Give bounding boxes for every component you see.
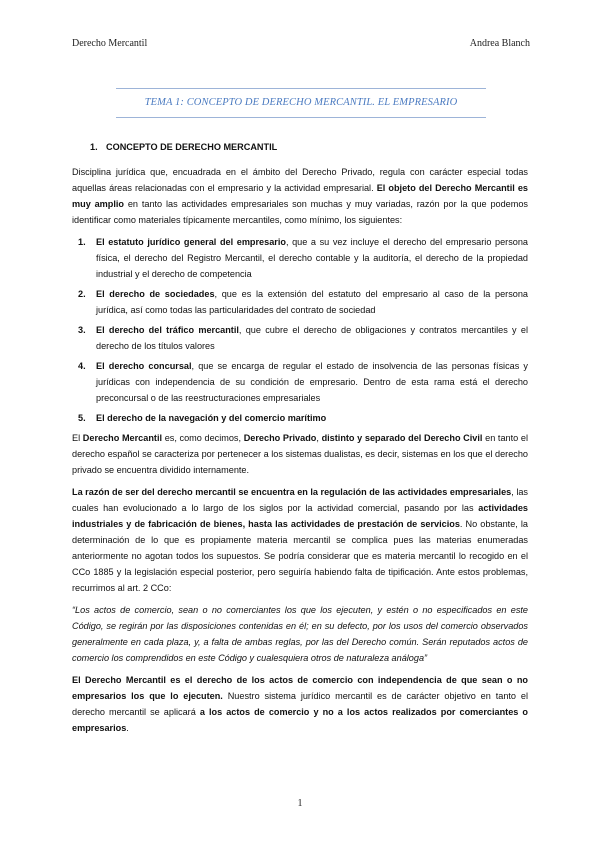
p3-text-1: , las cuales han evolucionado a lo largo de los siglos por la actividad comercial, pasando por las	[72, 487, 528, 513]
intro-bold-1: El objeto del Derecho Mercantil es muy amplio	[72, 183, 528, 209]
p2-bold-1: Derecho Mercantil	[82, 433, 163, 443]
p4-text-2: .	[126, 723, 129, 733]
quote-art-2-cco: “Los actos de comercio, sean o no comerciantes los que los ejecuten, y estén o no especificados en este Código, se regirán por las disposiciones contenidas en él; en su defecto, por los usos del comercio observados generalmente en cada plaza, y, a falta de ambas reglas, por las del Derecho común. Serán reputados actos de comercio los comprendidos en este Código y cualesquiera otros de naturaleza análoga”	[72, 605, 528, 663]
list-item	[72, 234, 528, 282]
p4-bold-1: El Derecho Mercantil es el derecho de los actos de comercio con independencia de que sean o no empresarios los que lo ejecuten.	[72, 675, 528, 701]
section-title: CONCEPTO DE DERECHO MERCANTIL	[106, 142, 278, 152]
list-item-bold: El estatuto jurídico general del empresario	[96, 237, 286, 247]
list-item-text: , que a su vez incluye el derecho del empresario persona física, el derecho del Registro Mercantil, el derecho contable y la auditoría, el derecho de la propiedad industrial y el derecho de competencia	[96, 237, 528, 279]
list-item-number: 3.	[78, 325, 86, 335]
list-item-number: 2.	[78, 289, 86, 299]
p4-bold-2: a los actos de comercio y no a los actos realizados por comerciantes o empresarios	[72, 707, 528, 733]
section-heading	[72, 139, 528, 155]
materias-list	[72, 234, 528, 426]
list-item-text: , que es la extensión del estatuto del empresario al caso de la persona jurídica, así como todas las particularidades del contrato de sociedad	[96, 289, 528, 315]
list-item-bold: El derecho del tráfico mercantil	[96, 325, 239, 335]
title-block	[116, 88, 486, 118]
list-item	[72, 286, 528, 318]
list-item	[72, 358, 528, 406]
paragraph-derecho-privado	[72, 430, 528, 478]
title-rule-bottom	[116, 117, 486, 118]
p2-bold-2: Derecho Privado	[243, 433, 317, 443]
paragraph-razon-de-ser	[72, 484, 528, 596]
p4-text-1: Nuestro sistema jurídico mercantil es de carácter objetivo en tanto el derecho mercantil se aplicará	[72, 691, 528, 717]
list-item-bold: El derecho de sociedades	[96, 289, 215, 299]
list-item-text: , que cubre el derecho de obligaciones y contratos mercantiles y el derecho de los títulos valores	[96, 325, 528, 351]
intro-text-2: en tanto las actividades empresariales son muchas y muy variadas, razón por la que podemos identificar como materiales típicamente mercantiles, como mínimo, los siguientes:	[72, 199, 528, 225]
intro-paragraph	[72, 164, 528, 228]
document-title: TEMA 1: CONCEPTO DE DERECHO MERCANTIL. EL EMPRESARIO	[144, 97, 458, 108]
p2-text-3: ,	[316, 433, 322, 443]
p3-bold-2: actividades industriales y de fabricación de bienes, hasta las actividades de prestación de servicios	[72, 503, 528, 529]
intro-text-1: Disciplina jurídica que, encuadrada en el ámbito del Derecho Privado, regula con carácter especial todas aquellas áreas relacionadas con el empresario y la actividad empresarial.	[72, 167, 528, 193]
list-item-text: , que se encarga de regular el estado de insolvencia de las personas físicas y jurídicas con independencia de su condición de empresario. Dentro de esta rama está el derecho preconcursal o de las reestructuraciones empresariales	[96, 361, 528, 403]
list-item	[72, 322, 528, 354]
section-number: 1.	[90, 142, 98, 152]
p3-text-2: . No obstante, la determinación de lo que es propiamente materia mercantil se complica pues las materias enumeradas anteriormente no agotan todos los supuestos. Se podría considerar que es materia mercantil lo recogido en el CCo 1885 y la legislación especial posterior, pero seguiría habiendo falta de tipificación. Ante estos problemas, recurrimos al art. 2 CCo:	[72, 519, 528, 593]
document-body	[72, 139, 528, 742]
list-item	[72, 410, 528, 426]
page-number: 1	[297, 798, 303, 809]
p2-text-2: es, como decimos,	[162, 433, 244, 443]
list-item-number: 1.	[78, 237, 86, 247]
p2-text-1: El	[72, 433, 83, 443]
list-item-number: 4.	[78, 361, 86, 371]
list-item-bold: El derecho de la navegación y del comercio marítimo	[96, 413, 327, 423]
paragraph-conclusion	[72, 672, 528, 736]
p2-bold-3: distinto y separado del Derecho Civil	[321, 433, 483, 443]
p3-bold-1: La razón de ser del derecho mercantil se encuentra en la regulación de las actividades empresariales	[72, 487, 512, 497]
header-right: Andrea Blanch	[469, 38, 530, 49]
list-item-number: 5.	[78, 413, 86, 423]
list-item-bold: El derecho concursal	[96, 361, 192, 371]
p2-text-4: en tanto el derecho español se caracteriza por pertenecer a los sistemas dualistas, es decir, sistemas en los que el derecho privado se encuentra dividido internamente.	[72, 433, 528, 475]
header-left: Derecho Mercantil	[72, 38, 148, 49]
